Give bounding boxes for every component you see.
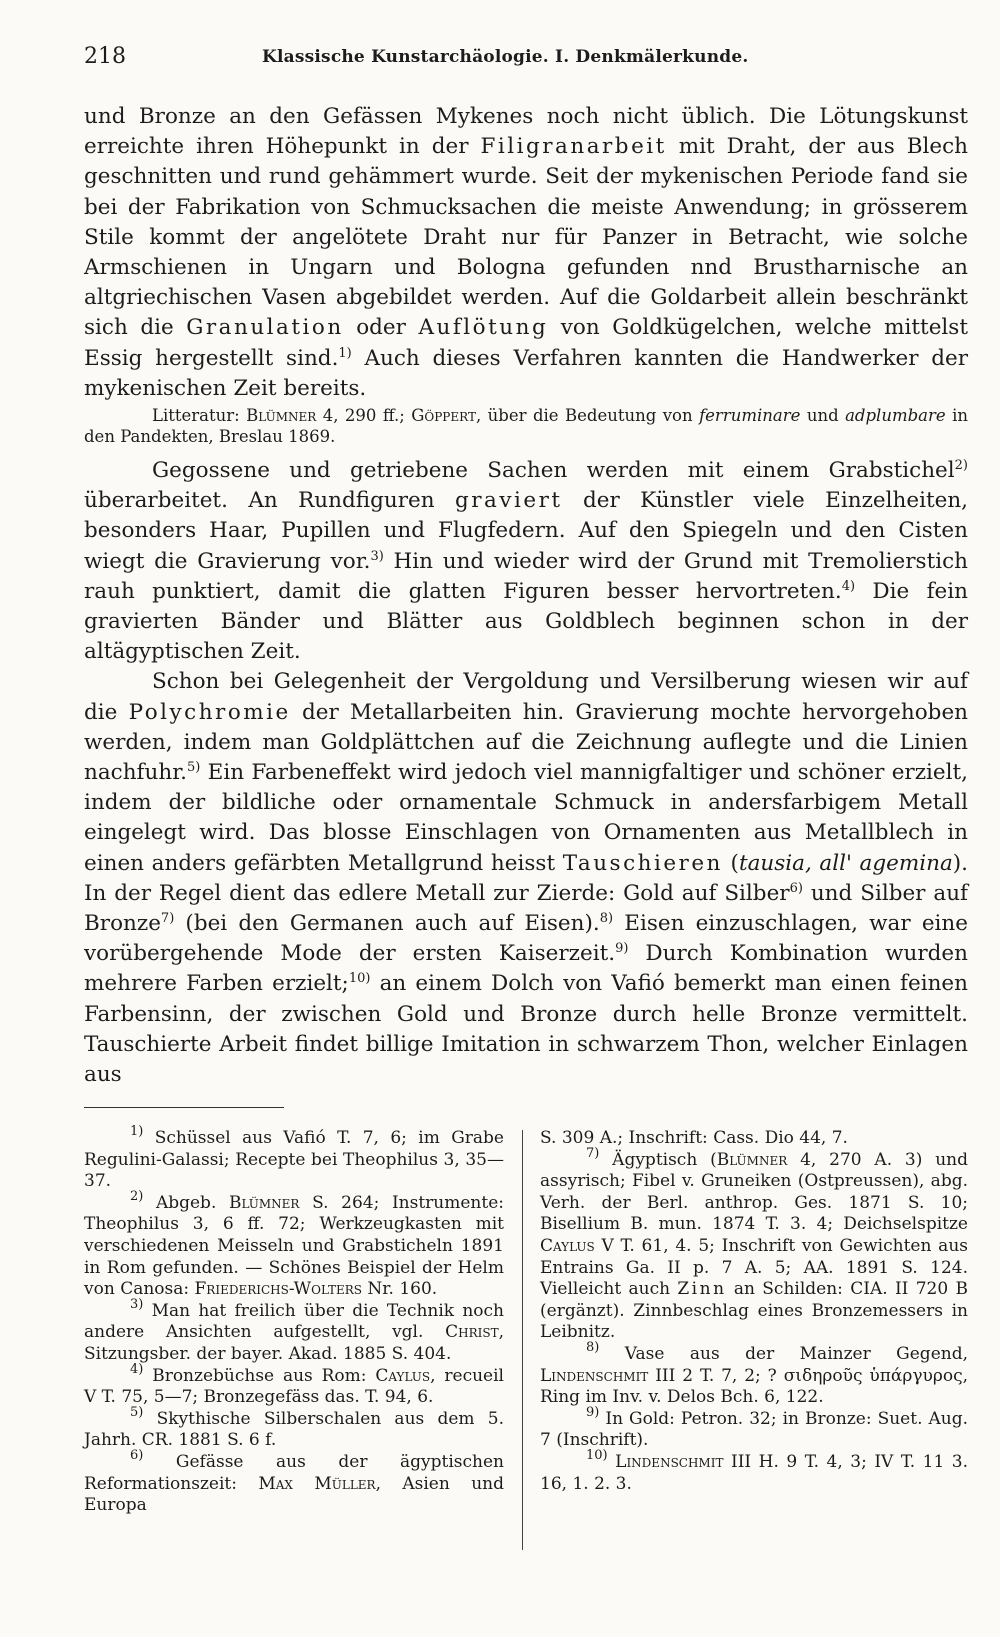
latin-term: ferruminare <box>699 406 801 426</box>
spaced-term: Granulation <box>186 315 344 341</box>
text-span: von Goldkügelchen, welche mittelst Essig hergestellt sind. <box>84 315 968 371</box>
footnotes-left-column <box>84 1124 504 1517</box>
author-name: Christ <box>445 1322 499 1343</box>
spaced-term: Filigranarbeit <box>480 134 667 160</box>
latin-term: adplumbare <box>845 406 946 426</box>
text-span: Schüssel aus Vafió T. 7, 6; im Grabe Regulini-Galassi; Recepte bei Theophilus 3, 35—37. <box>84 1128 504 1192</box>
text-span: ). In der Regel dient das edlere Metall zur Zierde: Gold auf Silber <box>84 850 968 906</box>
text-span: S. 264; Instrumente: Theophilus 3, 6 ff. 72; Werkzeugkasten mit verschiedenen Meisseln und Grabsticheln 1891 in Rom gefunden. — Schönes Beispiel der Helm von Canosa: <box>84 1192 504 1300</box>
text-span: , über die Bedeutung von <box>475 406 700 426</box>
footnote-marker: 2) <box>130 1188 144 1204</box>
footnote-marker: 1) <box>130 1124 144 1139</box>
footnote-6 <box>84 1447 504 1517</box>
footnote-marker: 4) <box>130 1361 144 1377</box>
page-header <box>84 44 960 78</box>
spaced-term: Auflötung <box>418 315 549 341</box>
text-span: mit Draht, der aus Blech geschnitten und rund gehämmert wurde. Seit der mykenischen Periode fand sie bei der Fabrikation von Schmucksachen die meiste Anwendung; in grösserem Stile kommt der angelötete Draht nur für Panzer in Betracht, wie solche Armschienen in Ungarn und Bologna gefunden nnd Brustharnische an altgriechischen Vasen abgebildet werden. Auf die Goldarbeit allein beschränkt sich die <box>84 134 968 341</box>
main-text <box>84 102 968 1090</box>
footnote-2 <box>84 1188 504 1301</box>
author-name: Blümner <box>246 406 317 426</box>
text-span: , Sitzungsber. der bayer. Akad. 1885 S. 404. <box>84 1322 504 1364</box>
text-span: Man hat freilich über die Technik noch andere Ansichten aufgestellt, vgl. <box>84 1300 504 1343</box>
footnote-marker: 8) <box>586 1339 600 1355</box>
text-span: 4, 290 ff.; <box>316 406 412 426</box>
text-span: an einem Dolch von Vafió bemerkt man einen feinen Farbensinn, der zwischen Gold und Bronze durch helle Bronze vermittelt. Tauschierte Arbeit findet billige Imitation in schwarzem Thon, welcher Einlagen aus <box>84 971 968 1088</box>
footnote-marker: 7) <box>586 1145 600 1161</box>
spaced-term: Polychromie <box>128 699 291 725</box>
text-span: Auch dieses Verfahren kannten die Handwerker der mykenischen Zeit bereits. <box>84 345 968 401</box>
footnote-6-continued <box>540 1128 968 1150</box>
text-span: , recueil V T. 75, 5—7; Bronzegefäss das. T. 94, 6. <box>84 1365 504 1408</box>
text-span: Schon bei Gelegenheit der Vergoldung und Versilberung wiesen wir auf die <box>84 669 968 725</box>
footnote-ref: 2) <box>954 458 968 474</box>
footnote-3 <box>84 1296 504 1366</box>
author-name: Blümner <box>716 1149 788 1170</box>
text-span: und Silber auf Bronze <box>84 880 968 937</box>
text-span: und Bronze an den Gefässen Mykenes noch nicht üblich. Die Lötungskunst erreichte ihren Höhepunkt in der <box>84 104 968 160</box>
footnotes-right-column <box>540 1128 968 1495</box>
footnote-ref: 8) <box>599 911 614 927</box>
literature-note <box>84 405 968 447</box>
footnote-marker: 6) <box>130 1447 144 1463</box>
text-span: In Gold: Petron. 32; in Bronze: Suet. Aug. 7 (Inschrift). <box>540 1408 968 1451</box>
spaced-term: Tauschieren <box>562 850 723 876</box>
footnote-ref: 6) <box>789 880 803 896</box>
footnote-ref: 3) <box>370 548 384 564</box>
text-span: Abgeb. <box>143 1192 229 1213</box>
footnote-marker: 10) <box>586 1447 608 1463</box>
author-name: Göppert <box>411 406 476 426</box>
text-span: , Asien und Europa <box>84 1473 504 1516</box>
footnote-rule <box>84 1107 284 1108</box>
footnote-ref: 5) <box>186 760 201 776</box>
footnote-marker: 9) <box>586 1404 600 1420</box>
spaced-term: graviert <box>455 488 563 514</box>
text-span: Bronzebüchse aus Rom: <box>143 1365 376 1386</box>
author-name: Friederichs-Wolters <box>194 1279 363 1300</box>
text-span: überarbeitet. An Rundfiguren <box>84 488 455 514</box>
footnote-ref: 10) <box>348 971 371 987</box>
text-span: oder <box>343 315 419 341</box>
author-name: Lindenschmit <box>615 1451 724 1472</box>
text-span: und <box>800 406 846 426</box>
text-span: Nr. 160. <box>362 1279 438 1300</box>
text-span: an Schilden: CIA. II 720 B (ergänzt). Zinnbeschlag eines Bronzemessers in Leibnitz. <box>540 1279 968 1343</box>
footnote-7 <box>540 1145 968 1344</box>
author-name: Blümner <box>228 1192 300 1213</box>
text-span: in den Pandekten, Breslau 1869. <box>84 406 969 447</box>
text-span: Skythische Silberschalen aus dem 5. Jahrh. CR. 1881 S. 6 f. <box>84 1408 504 1451</box>
author-name: Caylus <box>375 1365 431 1386</box>
text-span: der Künstler viele Einzelheiten, besonders Haar, Pupillen und Flugfedern. Auf den Spiegeln und den Cisten wiegt die Gravierung vor. <box>84 488 968 574</box>
running-head: Klassische Kunstarchäologie. I. Denkmälerkunde. <box>262 47 749 67</box>
text-span: S. 309 A.; Inschrift: Cass. Dio 44, 7. <box>540 1128 848 1148</box>
text-span: Ein Farbeneffekt wird jedoch viel mannigfaltiger und schöner erzielt, indem der bildliche oder ornamentale Schmuck in andersfarbigem Metall eingelegt wird. Das blosse Einschlagen von Ornamenten aus Metallblech in einen anders gefärbten Metallgrund heisst <box>84 760 968 876</box>
footnote-ref: 1) <box>338 345 352 361</box>
text-span: Hin und wieder wird der Grund mit Tremolierstich rauh punktiert, damit die glatten Figuren besser hervortreten. <box>84 548 968 604</box>
footnote-4 <box>84 1361 504 1409</box>
footnote-8 <box>540 1339 968 1409</box>
text-span: Vase aus der Mainzer Gegend, <box>599 1343 968 1364</box>
latin-term: tausia, all' agemina <box>738 850 953 876</box>
text-span: der Metallarbeiten hin. Gravierung mochte hervorgehoben werden, indem man Goldplättchen auf die Zeichnung auflegte und die Linien nachfuhr. <box>84 699 969 786</box>
footnote-1 <box>84 1124 504 1193</box>
text-span: Gefässe aus der ägyptischen Reformationszeit: <box>84 1451 504 1494</box>
spaced-term: Zinn <box>677 1279 727 1300</box>
paragraph-engraving <box>84 456 968 667</box>
footnote-column-divider <box>522 1130 523 1550</box>
paragraph-filigree <box>84 102 968 404</box>
text-span: (bei den Germanen auch auf Eisen). <box>174 911 600 937</box>
footnote-ref: 9) <box>615 941 629 957</box>
text-span: III H. 9 T. 4, 3; IV T. 11 3. 16, 1. 2. 3. <box>540 1451 969 1494</box>
text-span: Gegossene und getriebene Sachen werden mit einem Grabstichel <box>152 458 955 484</box>
footnote-marker: 5) <box>130 1404 144 1420</box>
text-span: 4, 270 A. 3) und assyrisch; Fibel v. Gruneiken (Ostpreussen), abg. Verh. der Berl. anthrop. Ges. 1871 S. 10; Bisellium B. mun. 1874 T. 3. 4; Deichselspitze <box>540 1149 968 1235</box>
author-name: Max Müller <box>258 1473 376 1494</box>
text-span: Durch Kombination wurden mehrere Farben erzielt; <box>84 941 968 997</box>
text-span: ( <box>722 850 739 876</box>
author-name: Caylus <box>540 1235 595 1256</box>
author-name: Lindenschmit <box>540 1365 649 1386</box>
text-span: III 2 T. 7, 2; ? σιδηροῦς ὑπάργυρος, Ring im Inv. v. Delos Bch. 6, 122. <box>540 1365 968 1408</box>
footnote-ref: 7) <box>160 911 175 927</box>
text-span: Ägyptisch ( <box>599 1149 717 1170</box>
text-span: Litteratur: <box>152 406 247 426</box>
footnote-marker: 3) <box>130 1296 144 1312</box>
page-number: 218 <box>84 44 126 69</box>
paragraph-polychromy <box>84 667 968 1090</box>
text-span: Die fein gravierten Bänder und Blätter aus Goldblech beginnen schon in der altägyptischen Zeit. <box>84 578 969 665</box>
text-span: Eisen einzuschlagen, war eine vorübergehende Mode der ersten Kaiserzeit. <box>84 911 968 967</box>
text-span: V T. 61, 4. 5; Inschrift von Gewichten aus Entrains Ga. II p. 7 A. 5; AA. 1891 S. 124. Vielleicht auch <box>540 1235 968 1300</box>
footnote-ref: 4) <box>841 578 856 594</box>
footnote-10 <box>540 1447 969 1495</box>
footnote-5 <box>84 1404 504 1452</box>
footnote-9 <box>540 1404 968 1452</box>
